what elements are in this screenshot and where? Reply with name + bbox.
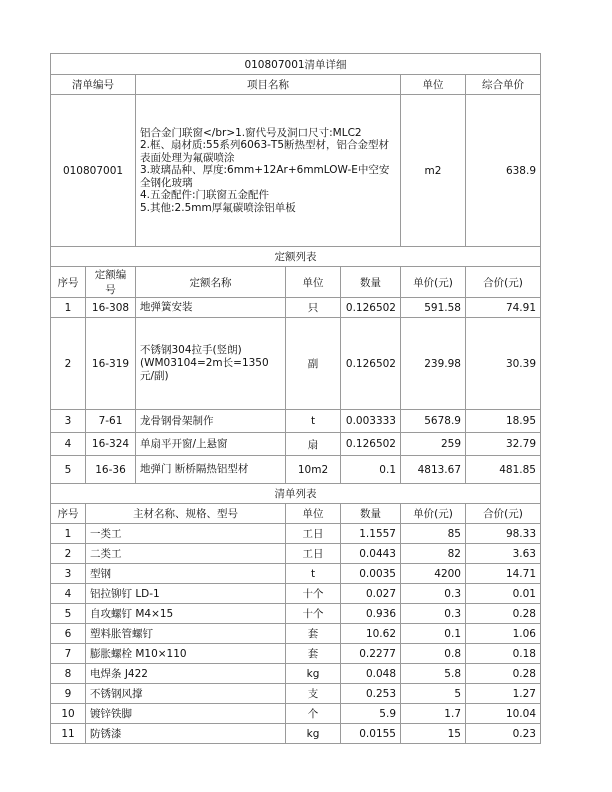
quota-unit-cell: 副: [286, 318, 341, 410]
material-qty-cell: 0.253: [341, 684, 401, 704]
quota-row: [51, 433, 541, 456]
material-total-cell: 10.04: [466, 704, 541, 724]
quota-code-cell: 16-36: [86, 456, 136, 484]
material-qty-cell: 0.0035: [341, 564, 401, 584]
material-unit-cell: 个: [286, 704, 341, 724]
quota-seq-cell: 1: [51, 298, 86, 318]
material-section-title: 清单列表: [51, 484, 541, 504]
quota-name-cell: 龙骨钢骨架制作: [136, 410, 286, 433]
quota-row: [51, 298, 541, 318]
quota-row: [51, 318, 541, 410]
quota-price-cell: 4813.67: [401, 456, 466, 484]
bill-desc-line-3: 3.玻璃品种、厚度:6mm+12Ar+6mmLOW-E中空安全钢化玻璃: [140, 164, 390, 189]
quota-price-cell: 259: [401, 433, 466, 456]
material-row: [51, 564, 541, 584]
material-name-cell: 一类工: [86, 524, 286, 544]
material-seq-cell: 5: [51, 604, 86, 624]
quota-name-cell: 地弹门 断桥隔热铝型材: [136, 456, 286, 484]
material-header-seq: 序号: [51, 504, 86, 524]
quota-header-code: 定额编号: [86, 267, 136, 298]
material-seq-cell: 8: [51, 664, 86, 684]
quota-header-name: 定额名称: [136, 267, 286, 298]
material-unit-cell: 工日: [286, 544, 341, 564]
quota-total-cell: 30.39: [466, 318, 541, 410]
quota-name-cell: 不锈钢304拉手(竖朗)(WM03104=2m长=1350元/副): [136, 318, 286, 410]
material-row: [51, 704, 541, 724]
material-qty-cell: 0.0155: [341, 724, 401, 744]
bill-desc-line-5: 5.其他:2.5mm厚氟碳喷涂铝单板: [140, 201, 296, 214]
quota-code-cell: 16-319: [86, 318, 136, 410]
material-seq-cell: 7: [51, 644, 86, 664]
material-qty-cell: 10.62: [341, 624, 401, 644]
quota-header-total: 合价(元): [466, 267, 541, 298]
bill-header-unit: 单位: [401, 75, 466, 95]
quota-qty-cell: 0.1: [341, 456, 401, 484]
material-total-cell: 0.01: [466, 584, 541, 604]
bill-header-name: 项目名称: [136, 75, 401, 95]
bill-detail-table: [50, 53, 541, 744]
quota-qty-cell: 0.126502: [341, 318, 401, 410]
quota-row: [51, 456, 541, 484]
material-total-cell: 0.23: [466, 724, 541, 744]
material-header-total: 合价(元): [466, 504, 541, 524]
material-name-cell: 二类工: [86, 544, 286, 564]
material-total-cell: 0.28: [466, 664, 541, 684]
material-name-cell: 电焊条 J422: [86, 664, 286, 684]
bill-description: [136, 95, 401, 247]
material-total-cell: 0.18: [466, 644, 541, 664]
material-qty-cell: 0.936: [341, 604, 401, 624]
quota-seq-cell: 5: [51, 456, 86, 484]
material-price-cell: 15: [401, 724, 466, 744]
quota-header-price: 单价(元): [401, 267, 466, 298]
quota-code-cell: 16-324: [86, 433, 136, 456]
material-price-cell: 0.1: [401, 624, 466, 644]
quota-section-title: 定额列表: [51, 247, 541, 267]
material-qty-cell: 5.9: [341, 704, 401, 724]
material-price-cell: 1.7: [401, 704, 466, 724]
bill-code: 010807001: [51, 95, 136, 247]
material-name-cell: 塑料胀管螺钉: [86, 624, 286, 644]
material-unit-cell: kg: [286, 664, 341, 684]
quota-seq-cell: 4: [51, 433, 86, 456]
material-seq-cell: 3: [51, 564, 86, 584]
quota-total-cell: 18.95: [466, 410, 541, 433]
material-unit-cell: 套: [286, 624, 341, 644]
quota-total-cell: 74.91: [466, 298, 541, 318]
sheet-title: 010807001清单详细: [51, 54, 541, 75]
quota-total-cell: 481.85: [466, 456, 541, 484]
material-total-cell: 1.06: [466, 624, 541, 644]
bill-unit: m2: [401, 95, 466, 247]
title-row: [51, 54, 541, 75]
bill-desc-line-2: 2.框、扇材质:55系列6063-T5断热型材，铝合金型材表面处理为氟碳喷涂: [140, 139, 390, 164]
bill-desc-line-4: 4.五金配件:门联窗五金配件: [140, 189, 270, 202]
quota-seq-cell: 3: [51, 410, 86, 433]
material-name-cell: 膨胀螺栓 M10×110: [86, 644, 286, 664]
material-seq-cell: 9: [51, 684, 86, 704]
material-seq-cell: 2: [51, 544, 86, 564]
material-unit-cell: 十个: [286, 584, 341, 604]
material-header-price: 单价(元): [401, 504, 466, 524]
quota-unit-cell: 10m2: [286, 456, 341, 484]
material-price-cell: 0.3: [401, 584, 466, 604]
material-price-cell: 4200: [401, 564, 466, 584]
material-row: [51, 524, 541, 544]
quota-qty-cell: 0.003333: [341, 410, 401, 433]
quota-unit-cell: t: [286, 410, 341, 433]
material-unit-cell: 十个: [286, 604, 341, 624]
material-unit-cell: 套: [286, 644, 341, 664]
material-price-cell: 0.8: [401, 644, 466, 664]
material-row: [51, 624, 541, 644]
quota-header-seq: 序号: [51, 267, 86, 298]
material-unit-cell: kg: [286, 724, 341, 744]
quota-name-cell: 地弹簧安装: [136, 298, 286, 318]
material-row: [51, 684, 541, 704]
material-unit-cell: 工日: [286, 524, 341, 544]
material-row: [51, 724, 541, 744]
material-seq-cell: 11: [51, 724, 86, 744]
bill-detail-sheet: [50, 53, 540, 744]
material-header-name: 主材名称、规格、型号: [86, 504, 286, 524]
quota-seq-cell: 2: [51, 318, 86, 410]
bill-header-row: [51, 75, 541, 95]
quota-unit-cell: 只: [286, 298, 341, 318]
material-row: [51, 544, 541, 564]
bill-header-price: 综合单价: [466, 75, 541, 95]
material-qty-cell: 0.2277: [341, 644, 401, 664]
material-name-cell: 型钢: [86, 564, 286, 584]
material-name-cell: 自攻螺钉 M4×15: [86, 604, 286, 624]
bill-row: [51, 95, 541, 247]
material-price-cell: 82: [401, 544, 466, 564]
material-header-row: [51, 504, 541, 524]
material-total-cell: 1.27: [466, 684, 541, 704]
material-qty-cell: 0.048: [341, 664, 401, 684]
material-unit-cell: 支: [286, 684, 341, 704]
quota-section-row: [51, 247, 541, 267]
quota-unit-cell: 扇: [286, 433, 341, 456]
material-total-cell: 3.63: [466, 544, 541, 564]
material-section-row: [51, 484, 541, 504]
material-seq-cell: 1: [51, 524, 86, 544]
material-price-cell: 0.3: [401, 604, 466, 624]
material-total-cell: 14.71: [466, 564, 541, 584]
material-price-cell: 85: [401, 524, 466, 544]
bill-price: 638.9: [466, 95, 541, 247]
bill-desc-line-1: 铝合金门联窗</br>1.窗代号及洞口尺寸:MLC2: [140, 126, 362, 139]
quota-header-unit: 单位: [286, 267, 341, 298]
quota-price-cell: 591.58: [401, 298, 466, 318]
material-price-cell: 5: [401, 684, 466, 704]
quota-qty-cell: 0.126502: [341, 298, 401, 318]
material-unit-cell: t: [286, 564, 341, 584]
quota-price-cell: 239.98: [401, 318, 466, 410]
quota-code-cell: 16-308: [86, 298, 136, 318]
material-name-cell: 不锈钢风撑: [86, 684, 286, 704]
quota-price-cell: 5678.9: [401, 410, 466, 433]
material-row: [51, 644, 541, 664]
material-seq-cell: 4: [51, 584, 86, 604]
material-qty-cell: 0.027: [341, 584, 401, 604]
material-row: [51, 664, 541, 684]
material-name-cell: 镀锌铁脚: [86, 704, 286, 724]
material-header-qty: 数量: [341, 504, 401, 524]
quota-total-cell: 32.79: [466, 433, 541, 456]
bill-header-code: 清单编号: [51, 75, 136, 95]
material-row: [51, 604, 541, 624]
material-total-cell: 0.28: [466, 604, 541, 624]
material-name-cell: 防锈漆: [86, 724, 286, 744]
material-total-cell: 98.33: [466, 524, 541, 544]
material-qty-cell: 0.0443: [341, 544, 401, 564]
quota-name-cell: 单扇平开窗/上悬窗: [136, 433, 286, 456]
quota-header-qty: 数量: [341, 267, 401, 298]
material-qty-cell: 1.1557: [341, 524, 401, 544]
material-seq-cell: 6: [51, 624, 86, 644]
material-price-cell: 5.8: [401, 664, 466, 684]
quota-qty-cell: 0.126502: [341, 433, 401, 456]
material-row: [51, 584, 541, 604]
quota-code-cell: 7-61: [86, 410, 136, 433]
material-name-cell: 铝拉铆钉 LD-1: [86, 584, 286, 604]
quota-row: [51, 410, 541, 433]
material-seq-cell: 10: [51, 704, 86, 724]
quota-header-row: [51, 267, 541, 298]
material-header-unit: 单位: [286, 504, 341, 524]
